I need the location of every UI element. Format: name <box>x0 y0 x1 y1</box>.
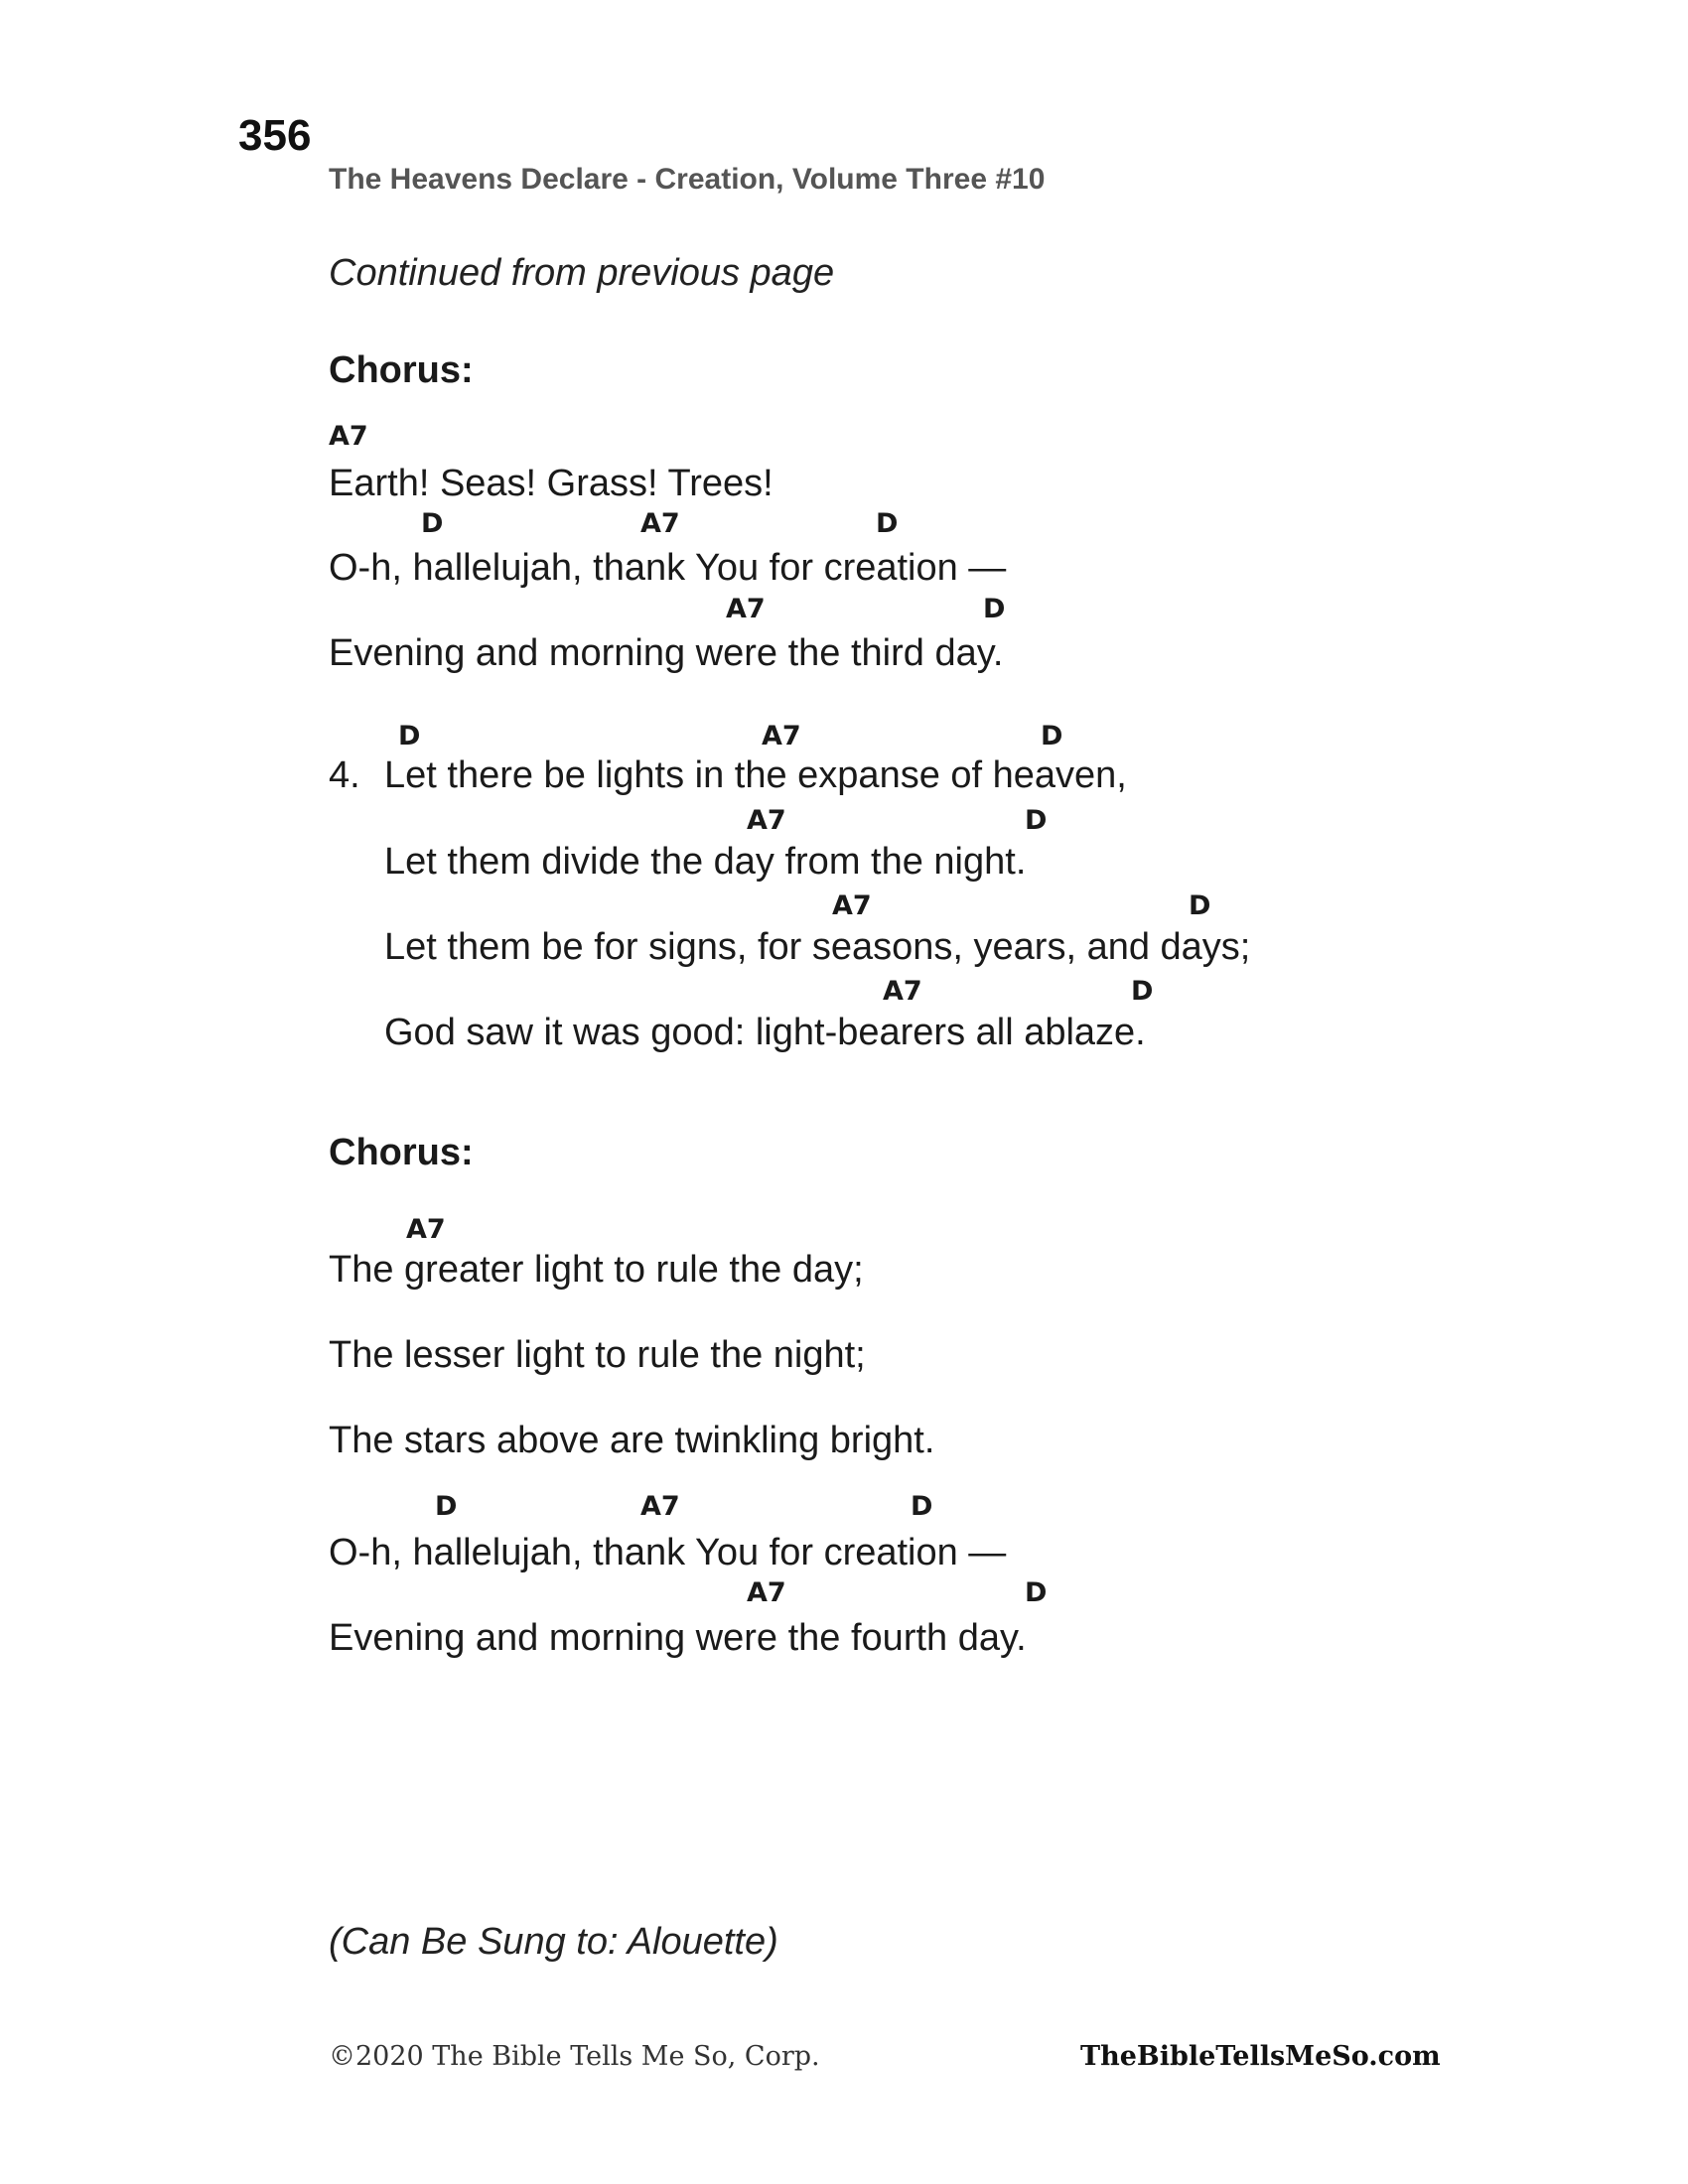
chord: D <box>421 508 444 539</box>
chord: A7 <box>640 508 680 539</box>
chord: D <box>983 594 1006 624</box>
chord: A7 <box>726 594 766 624</box>
chord: D <box>1189 890 1211 921</box>
tune-note: (Can Be Sung to: Alouette) <box>329 1921 778 1963</box>
chord: A7 <box>762 721 801 751</box>
continued-note: Continued from previous page <box>329 252 835 294</box>
chorus-heading: Chorus: <box>329 1132 474 1173</box>
chord: A7 <box>832 890 872 921</box>
chord: D <box>398 721 421 751</box>
page-number: 356 <box>238 111 312 160</box>
lyric-line: Let them divide the day from the night. <box>384 841 1027 883</box>
chord: D <box>1041 721 1063 751</box>
chord: D <box>1025 805 1048 836</box>
chord: A7 <box>747 1577 786 1608</box>
chord: D <box>911 1491 933 1522</box>
chord: D <box>435 1491 458 1522</box>
lyric-line: O-h, hallelujah, thank You for creation — <box>329 1532 1007 1573</box>
lyric-line: The greater light to rule the day; <box>329 1249 864 1291</box>
chord: D <box>1131 976 1154 1007</box>
lyric-line: Let there be lights in the expanse of heaven, <box>384 754 1127 796</box>
chorus-heading: Chorus: <box>329 349 474 391</box>
chord: A7 <box>883 976 922 1007</box>
lyric-line: O-h, hallelujah, thank You for creation — <box>329 547 1007 589</box>
chord: D <box>876 508 899 539</box>
chord: A7 <box>329 421 368 452</box>
lyric-line: The lesser light to rule the night; <box>329 1334 866 1376</box>
website-link[interactable]: TheBibleTellsMeSo.com <box>1080 2041 1441 2072</box>
lyric-line: Evening and morning were the third day. <box>329 632 1004 674</box>
chord: D <box>1025 1577 1048 1608</box>
lyric-line: God saw it was good: light-bearers all ablaze. <box>384 1012 1146 1053</box>
song-title: The Heavens Declare - Creation, Volume Three #10 <box>329 163 1046 196</box>
lyric-line: The stars above are twinkling bright. <box>329 1420 935 1461</box>
lyric-line: Earth! Seas! Grass! Trees! <box>329 463 774 504</box>
chord: A7 <box>747 805 786 836</box>
lyric-line: Evening and morning were the fourth day. <box>329 1617 1027 1659</box>
verse-number: 4. <box>329 754 360 796</box>
copyright: ©2020 The Bible Tells Me So, Corp. <box>329 2041 820 2072</box>
chord: A7 <box>406 1214 446 1245</box>
lyric-line: Let them be for signs, for seasons, years, and days; <box>384 926 1251 968</box>
chord: A7 <box>640 1491 680 1522</box>
